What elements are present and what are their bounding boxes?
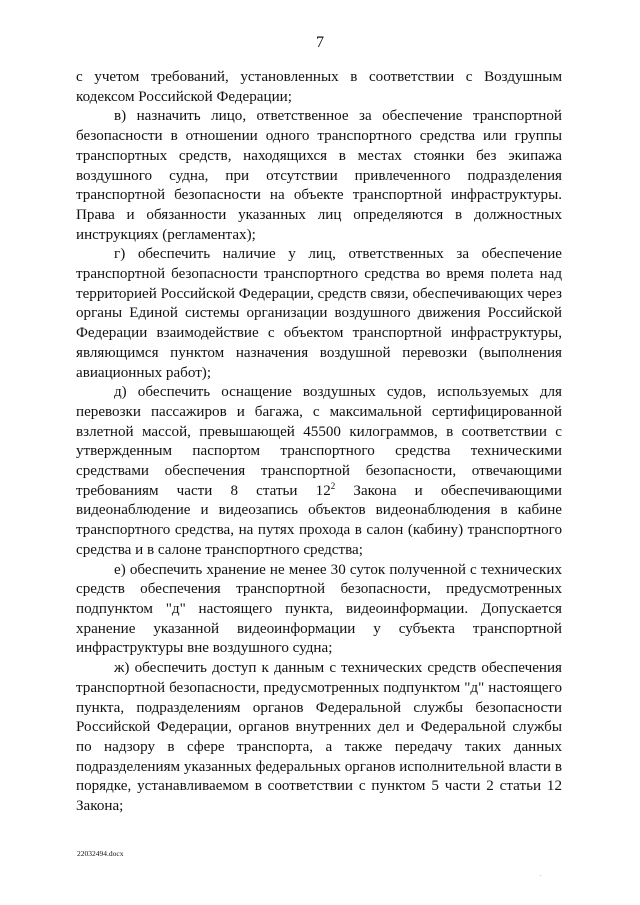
paragraph-item-g: г) обеспечить наличие у лиц, ответственных за обеспечение транспортной безопасности транспортного средства во время полета над территорией Российской Федерации, средств связи, обеспечивающих через органы Единой системы организации воздушного движения Российской Федерации взаимодействие с объектом транспортной инфраструктуры, являющимся пунктом назначения воздушной перевозки (выполнения авиационных работ); [76, 246, 562, 381]
item-d-text-before: д) обеспечить оснащение воздушных судов, используемых для перевозки пассажиров и багажа, с максимальной сертифицированной взлетной массой, превышающей 45500 килограммов, в соответствии с утвержденным паспортом транспортного средства техническими средствами обеспечения транспортной безопасности, отвечающими требованиям части 8 статьи 12 [76, 384, 562, 499]
paragraph-item-zh: ж) обеспечить доступ к данным с технических средств обеспечения транспортной безопасности, предусмотренных подпунктом "д" настоящего пункта, подразделениям органов Федеральной службы безопасности Российской Федерации, органов внутренних дел и Федеральной службы по надзору в сфере транспорта, а также передачу таких данных подразделениям указанных федеральных органов исполнительной власти в порядке, устанавливаемом в соответствии с пунктом 5 части 2 статьи 12 Закона; [76, 660, 562, 815]
page-number: 7 [316, 34, 324, 51]
corner-mark: . [540, 872, 542, 878]
item-d-superscript: 2 [330, 480, 336, 491]
document-body [76, 68, 562, 817]
item-d-text-after: Закона и обеспечивающими видеонаблюдение и видеозапись объектов видеонаблюдения в кабине транспортного средства, на путях прохода в салон (кабину) транспортного средства и в салоне транспортного средства; [76, 482, 563, 558]
paragraph-item-v: в) назначить лицо, ответственное за обеспечение транспортной безопасности в отношении одного транспортного средства или группы транспортных средств, находящихся в местах стоянки без экипажа воздушного судна, при отсутствии привлеченного подразделения транспортной безопасности на объекте транспортной инфраструктуры. Права и обязанности указанных лиц определяются в должностных инструкциях (регламентах); [76, 108, 562, 243]
paragraph-item-e: е) обеспечить хранение не менее 30 суток полученной с технических средств обеспечения транспортной безопасности, предусмотренных подпунктом "д" настоящего пункта, видеоинформации. Допускается хранение указанной видеоинформации у субъекта транспортной инфраструктуры вне воздушного судна; [76, 561, 562, 657]
paragraph-continuation: с учетом требований, установленных в соответствии с Воздушным кодексом Российской Федерации; [76, 69, 562, 105]
footer-filename: 22032494.docx [77, 849, 124, 858]
paragraph-item-d [76, 383, 562, 560]
